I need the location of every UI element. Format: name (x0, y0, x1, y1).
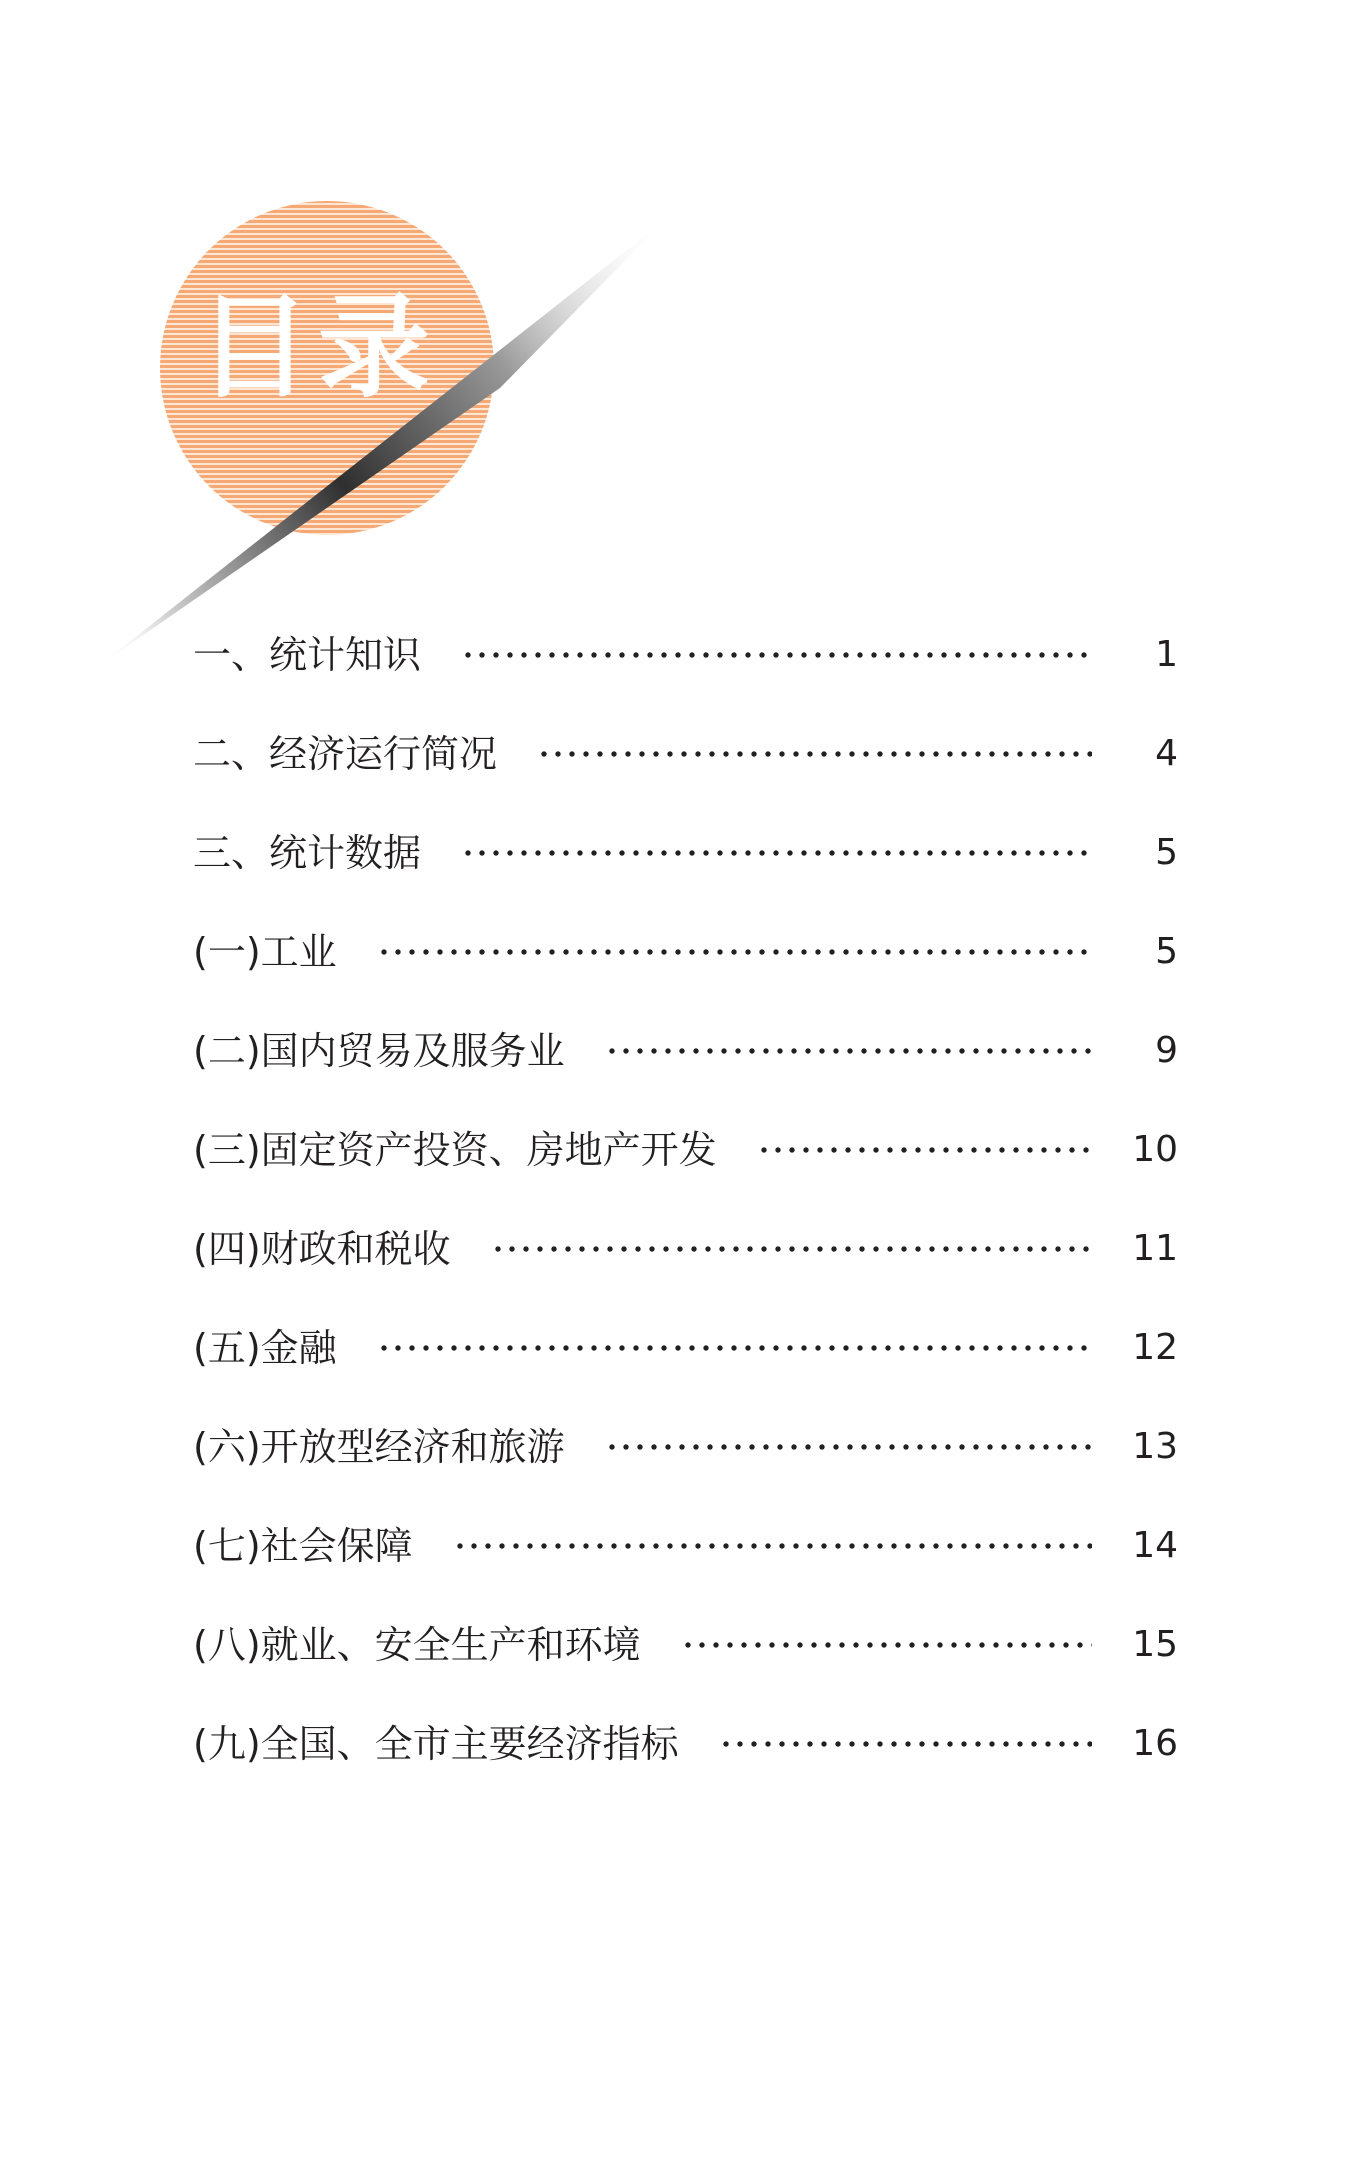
toc-dot-leader (377, 949, 1092, 955)
page-title: 目录 (198, 283, 438, 413)
toc-dot-leader (461, 850, 1092, 856)
table-of-contents (193, 605, 1178, 1793)
toc-item-label: 一、统计知识 (193, 632, 422, 677)
toc-item[interactable] (193, 1100, 1178, 1199)
toc-item-page-number: 12 (1132, 1326, 1178, 1368)
toc-dot-leader (757, 1147, 1092, 1153)
toc-item-page-number: 9 (1155, 1029, 1178, 1071)
toc-item-label: 三、统计数据 (193, 830, 422, 875)
toc-item[interactable] (193, 803, 1178, 902)
toc-dot-leader (537, 751, 1092, 757)
toc-item-label: 二、经济运行简况 (193, 731, 498, 776)
toc-item-label: (六)开放型经济和旅游 (193, 1424, 565, 1469)
toc-item[interactable] (193, 1496, 1178, 1595)
toc-item[interactable] (193, 902, 1178, 1001)
toc-item-label: (五)金融 (193, 1325, 337, 1370)
toc-item-page-number: 14 (1132, 1524, 1178, 1566)
toc-item-label: (二)国内贸易及服务业 (193, 1028, 565, 1073)
toc-dot-leader (681, 1642, 1092, 1648)
toc-item-label: (九)全国、全市主要经济指标 (193, 1721, 679, 1766)
toc-item-label: (八)就业、安全生产和环境 (193, 1622, 641, 1667)
toc-dot-leader (605, 1444, 1092, 1450)
toc-item[interactable] (193, 1001, 1178, 1100)
toc-item-label: (三)固定资产投资、房地产开发 (193, 1127, 717, 1172)
toc-item[interactable] (193, 1199, 1178, 1298)
toc-item[interactable] (193, 1397, 1178, 1496)
toc-item-page-number: 16 (1132, 1722, 1178, 1764)
toc-dot-leader (461, 652, 1092, 658)
toc-dot-leader (377, 1345, 1092, 1351)
toc-item-page-number: 13 (1132, 1425, 1178, 1467)
toc-item-page-number: 11 (1132, 1227, 1178, 1269)
toc-item-page-number: 15 (1132, 1623, 1178, 1665)
toc-item-label: (七)社会保障 (193, 1523, 413, 1568)
toc-item[interactable] (193, 1298, 1178, 1397)
toc-item[interactable] (193, 704, 1178, 803)
toc-item-label: (四)财政和税收 (193, 1226, 451, 1271)
toc-item-page-number: 1 (1155, 633, 1178, 675)
toc-item-page-number: 4 (1155, 732, 1178, 774)
toc-item[interactable] (193, 605, 1178, 704)
toc-item-label: (一)工业 (193, 929, 337, 974)
toc-dot-leader (491, 1246, 1092, 1252)
toc-dot-leader (605, 1048, 1092, 1054)
toc-item[interactable] (193, 1694, 1178, 1793)
toc-item-page-number: 5 (1155, 930, 1178, 972)
toc-dot-leader (719, 1741, 1092, 1747)
toc-dot-leader (453, 1543, 1092, 1549)
toc-item-page-number: 10 (1132, 1128, 1178, 1170)
toc-item[interactable] (193, 1595, 1178, 1694)
toc-item-page-number: 5 (1155, 831, 1178, 873)
